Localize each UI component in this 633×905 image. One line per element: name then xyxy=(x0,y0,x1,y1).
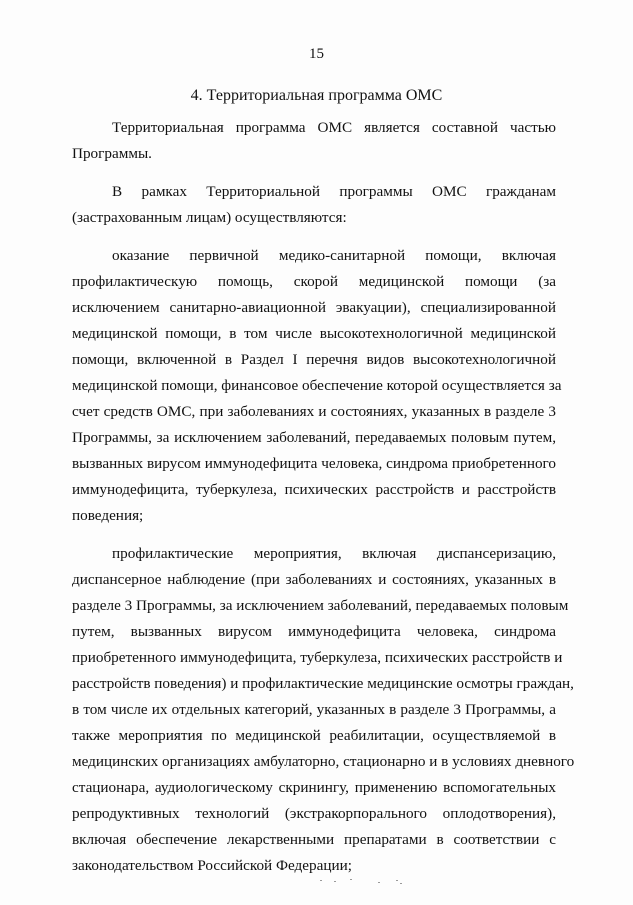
text-line: Программы, за исключением заболеваний, передаваемых половым путем, xyxy=(72,429,556,446)
section-heading: 4. Территориальная программа ОМС xyxy=(190,87,443,104)
text-line: включая обеспечение лекарственными препаратами в соответствии с xyxy=(72,831,556,848)
text-line: стационара, аудиологическому скринингу, применению вспомогательных xyxy=(72,779,556,796)
text-line: законодательством Российской Федерации; xyxy=(72,857,352,874)
scan-dot xyxy=(350,879,352,880)
text-line: счет средств ОМС, при заболеваниях и состояниях, указанных в разделе 3 xyxy=(72,403,556,420)
text-line: (застрахованным лицам) осуществляются: xyxy=(72,209,347,226)
text-line: исключением санитарно-авиационной эвакуации), специализированной xyxy=(72,299,556,316)
text-line: Программы. xyxy=(72,145,152,162)
paragraph-3 xyxy=(72,243,562,529)
text-line: профилактическую помощь, скорой медицинской помощи (за xyxy=(72,273,556,290)
text-line: помощи, включенной в Раздел I перечня видов высокотехнологичной xyxy=(72,351,556,368)
text-line: путем, вызванных вирусом иммунодефицита человека, синдрома xyxy=(72,623,556,640)
text-line: вызванных вирусом иммунодефицита человека, синдрома приобретенного xyxy=(72,455,556,472)
text-line: медицинской помощи, в том числе высокотехнологичной медицинской xyxy=(72,325,556,342)
scan-dot xyxy=(396,880,398,881)
scan-dot xyxy=(334,881,336,882)
scan-dot xyxy=(400,883,402,884)
text-line: иммунодефицита, туберкулеза, психических расстройств и расстройств xyxy=(72,481,556,498)
text-line: диспансерное наблюдение (при заболеваниях и состояниях, указанных в xyxy=(72,571,556,588)
text-line: профилактические мероприятия, включая диспансеризацию, xyxy=(112,545,556,562)
text-line: в том числе их отдельных категорий, указанных в разделе 3 Программы, а xyxy=(72,701,556,718)
scan-dot xyxy=(320,880,322,881)
text-line: репродуктивных технологий (экстракорпорального оплодотворения), xyxy=(72,805,556,822)
paragraph-1 xyxy=(72,115,556,167)
scan-artifact-dots xyxy=(320,878,440,888)
text-line: оказание первичной медико-санитарной помощи, включая xyxy=(112,247,556,264)
text-line: медицинских организациях амбулаторно, стационарно и в условиях дневного xyxy=(72,753,575,770)
paragraph-4 xyxy=(72,541,575,879)
document-body xyxy=(72,115,575,879)
scan-dot xyxy=(378,882,380,883)
text-line: также мероприятия по медицинской реабилитации, осуществляемой в xyxy=(72,727,556,744)
text-line: разделе 3 Программы, за исключением заболеваний, передаваемых половым xyxy=(72,597,569,614)
text-line: Территориальная программа ОМС является составной частью xyxy=(112,119,556,136)
text-line: В рамках Территориальной программы ОМС гражданам xyxy=(112,183,556,200)
page-number: 15 xyxy=(309,46,324,62)
text-line: поведения; xyxy=(72,507,144,524)
text-line: расстройств поведения) и профилактические медицинские осмотры граждан, xyxy=(72,675,574,692)
paragraph-2 xyxy=(72,179,556,231)
text-line: медицинской помощи, финансовое обеспечение которой осуществляется за xyxy=(72,377,562,394)
text-line: приобретенного иммунодефицита, туберкулеза, психических расстройств и xyxy=(72,649,563,666)
